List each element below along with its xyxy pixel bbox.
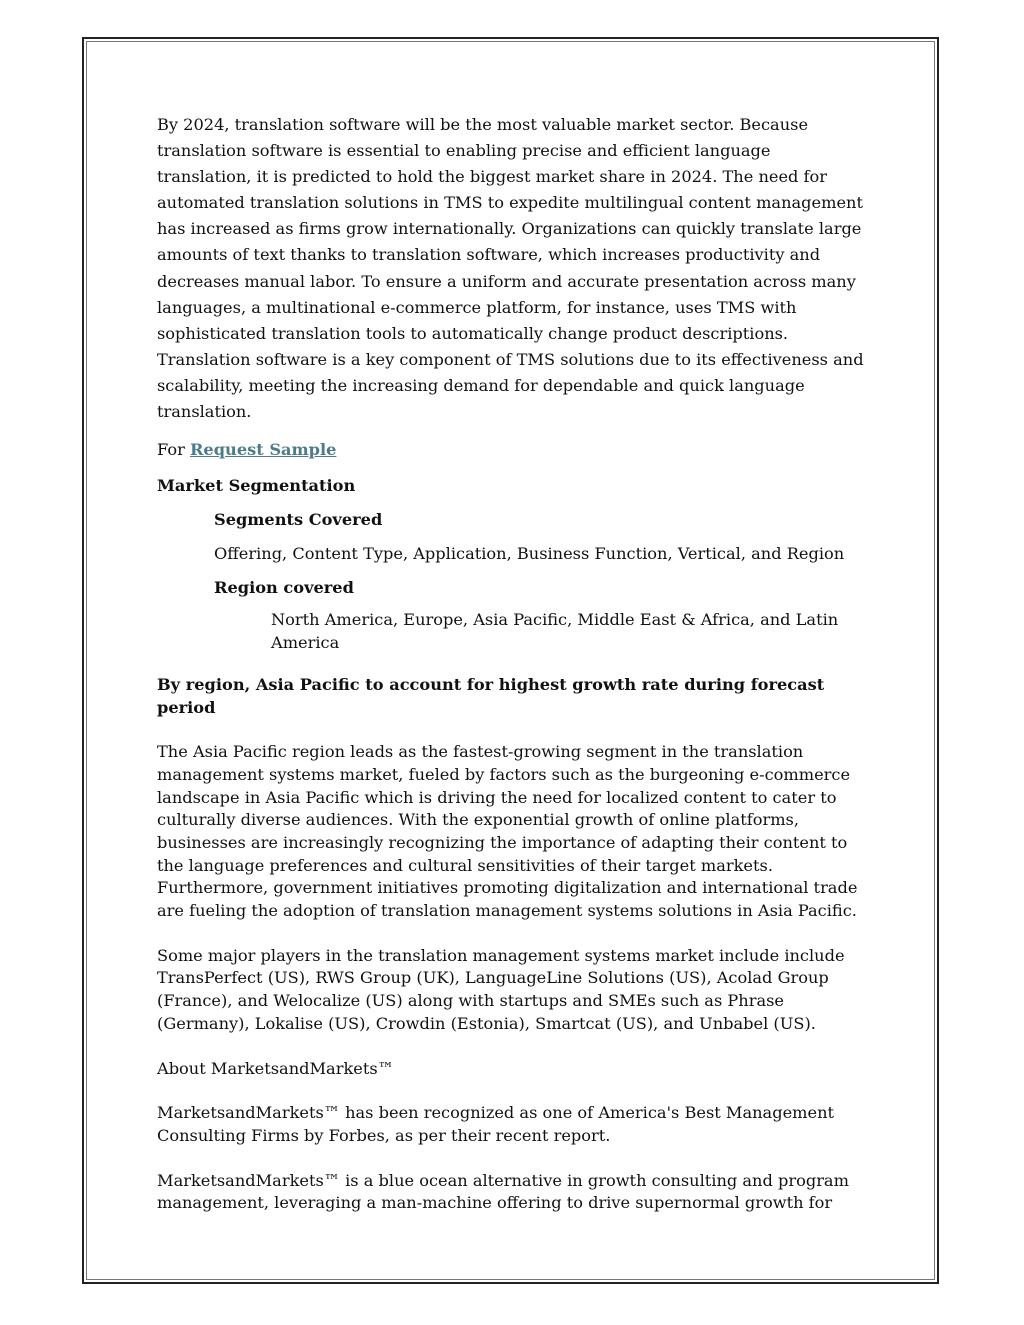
segments-covered-heading: Segments Covered [214,510,383,530]
about-paragraph-1: MarketsandMarkets™ has been recognized as one of America's Best Management Consulting Firms by Forbes, as per their recent report. [157,1103,835,1145]
region-covered-text: North America, Europe, Asia Pacific, Middle East & Africa, and Latin America [271,610,839,652]
about-paragraph-2: MarketsandMarkets™ is a blue ocean alternative in growth consulting and program management, leveraging a man-machine offering to drive supernormal growth for [157,1170,849,1213]
request-sample-line [157,437,869,463]
region-covered-heading: Region covered [214,578,354,598]
players-paragraph: Some major players in the translation management systems market include include TransPerfect (US), RWS Group (UK), LanguageLine Solutions (US), Acolad Group (France), and Welocalize (US) along with startups and SMEs such as Phrase (Germany), Lokalise (US), Crowdin (Estonia), Smartcat (US), and Unbabel (US). [157,945,845,1033]
request-prefix: For [157,440,190,460]
document-body [157,112,869,1215]
segments-covered-text: Offering, Content Type, Application, Business Function, Vertical, and Region [214,544,845,564]
intro-paragraph: By 2024, translation software will be the most valuable market sector. Because translation software is essential to enabling precise and efficient language translation, it is predicted to hold the biggest market share in 2024. The need for automated translation solutions in TMS to expedite multilingual content management has increased as firms grow internationally. Organizations can quickly translate large amounts of text thanks to translation software, which increases productivity and decreases manual labor. To ensure a uniform and accurate presentation across many languages, a multinational e-commerce platform, for instance, uses TMS with sophisticated translation tools to automatically change product descriptions. Translation software is a key component of TMS solutions due to its effectiveness and scalability, meeting the increasing demand for dependable and quick language translation. [157,115,864,422]
about-heading: About MarketsandMarkets™ [157,1058,394,1078]
request-sample-link[interactable]: Request Sample [189,440,337,460]
region-section-paragraph: The Asia Pacific region leads as the fastest-growing segment in the translation management systems market, fueled by factors such as the burgeoning e-commerce landscape in Asia Pacific which is driving the need for localized content to cater to culturally diverse audiences. With the exponential growth of online platforms, businesses are increasingly recognizing the importance of adapting their content to the language preferences and cultural sensitivities of their target markets. Furthermore, government initiatives promoting digitalization and international trade are fueling the adoption of translation management systems solutions in Asia Pacific. [157,742,858,921]
region-section-heading: By region, Asia Pacific to account for highest growth rate during forecast period [157,675,825,717]
market-segmentation-heading: Market Segmentation [157,476,356,496]
